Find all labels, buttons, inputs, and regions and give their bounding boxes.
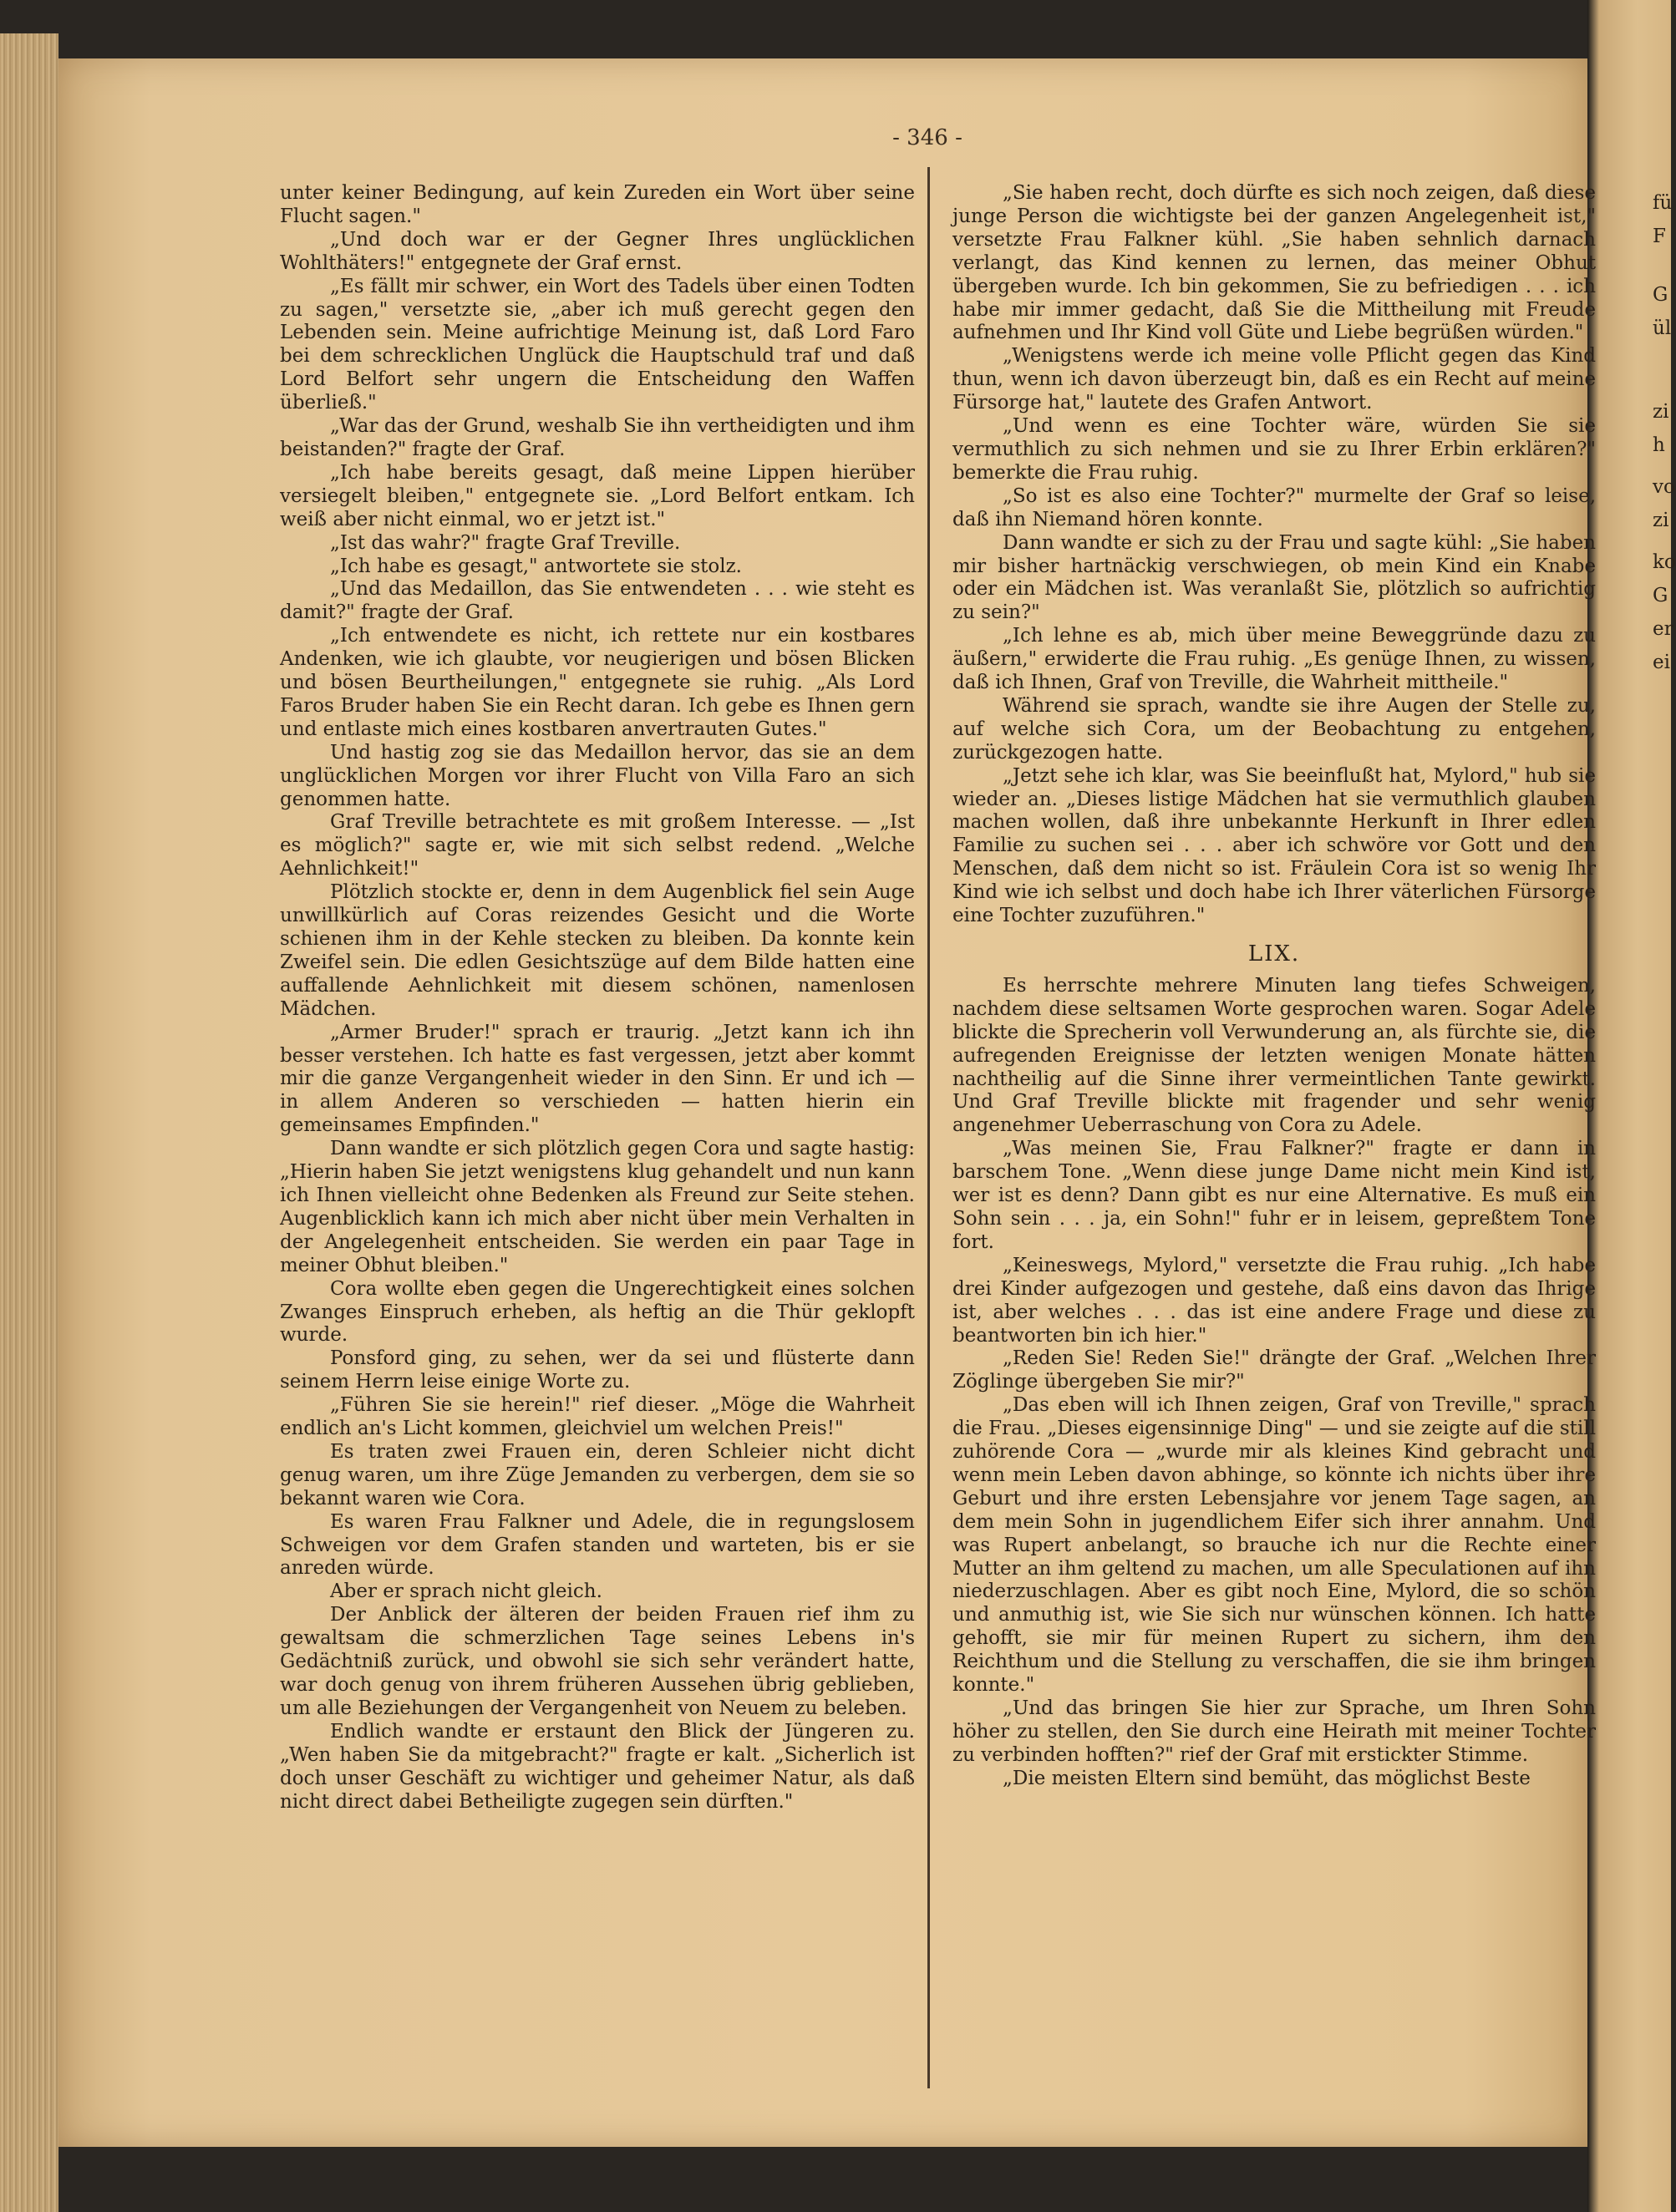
paragraph: „Ich entwendete es nicht, ich rettete nur ein kostbares Andenken, wie ich glaubte, vor neugierigen und bösen Blicken und bösen Beurtheilungen," entgegnete sie ruhig. „Als Lord Faros Bruder haben Sie ein Recht daran. Ich gebe es Ihnen gern und entlaste mich eines kostbaren anvertrauten Gutes." (280, 625, 915, 740)
paragraph: „Wenigstens werde ich meine volle Pflicht gegen das Kind thun, wenn ich davon überzeugt bin, daß es ein Recht auf meine Fürsorge hat," lautete des Grafen Antwort. (952, 345, 1596, 414)
paragraph: Der Anblick der älteren der beiden Frauen rief ihm zu gewaltsam die schmerzlichen Tage seines Lebens in's Gedächtniß zurück, und obwohl sie sich sehr verändert hatte, war doch genug von ihrem früheren Aussehen übrig geblieben, um alle Beziehungen der Vergangenheit von Neuem zu beleben. (280, 1604, 915, 1719)
paragraph: Während sie sprach, wandte sie ihre Augen der Stelle zu, auf welche sich Cora, um der Beobachtung zu entgehen, zurückgezogen hatte. (952, 694, 1596, 764)
paragraph: „Und das Medaillon, das Sie entwendeten . . . wie steht es damit?" fragte der Graf. (280, 578, 915, 624)
right-column (952, 182, 1596, 2154)
paragraph: Es herrschte mehrere Minuten lang tiefes Schweigen, nachdem diese seltsamen Worte gesprochen waren. Sogar Adele blickte die Sprecherin voll Verwunderung an, als fürchte sie, die aufregenden Ereignisse der letzten wenigen Monate hätten nachtheilig auf die Sinne ihrer vermeintlichen Tante gewirkt. Und Graf Treville blickte mit fragender und sehr wenig angenehmer Ueberraschung von Cora zu Adele. (952, 974, 1596, 1137)
facing-page-fragment: G (1653, 284, 1668, 306)
facing-page-fragment: zi (1653, 401, 1669, 423)
facing-page-fragment: ko (1653, 551, 1676, 573)
facing-page-fragment: F (1653, 226, 1666, 247)
paragraph: unter keiner Bedingung, auf kein Zureden ein Wort über seine Flucht sagen." (280, 182, 915, 227)
paragraph: „So ist es also eine Tochter?" murmelte der Graf so leise, daß ihn Niemand hören konnte. (952, 485, 1596, 530)
paragraph: Aber er sprach nicht gleich. (330, 1580, 602, 1603)
paragraph: Dann wandte er sich plötzlich gegen Cora und sagte hastig: „Hierin haben Sie jetzt wenigstens klug gehandelt und nun kann ich Ihnen vielleicht ohne Bedenken als Freund zur Seite stehen. Augenblicklich kann ich mich aber nicht über mein Verhalten in der Angelegenheit entscheiden. Sie werden ein paar Tage in meiner Obhut bleiben." (280, 1138, 915, 1276)
book-page-edges (0, 33, 58, 2212)
paragraph: „Führen Sie sie herein!" rief dieser. „Möge die Wahrheit endlich an's Licht kommen, gleichviel um welchen Preis!" (280, 1394, 915, 1440)
paragraph: „Das eben will ich Ihnen zeigen, Graf von Treville," sprach die Frau. „Dieses eigensinnige Ding" — und sie zeigte auf die still zuhörende Cora — „wurde mir als kleines Kind gebracht und wenn mein Leben davon abhinge, so könnte ich nichts über ihre Geburt und ihre ersten Lebensjahre vor jenem Tage sagen, an dem mein Sohn in jugendlichem Eifer sich ihrer annahm. Und was Rupert anbelangt, so brauche ich nur die Rechte einer Mutter an ihm geltend zu machen, um alle Speculationen auf ihn niederzuschlagen. Aber es gibt noch Eine, Mylord, die so schön und anmuthig ist, wie Sie sich nur wünschen können. Ich hatte gehofft, sie mir für meinen Rupert zu sichern, ihm den Reichthum und die Stellung zu verschaffen, die sie ihm bringen konnte." (952, 1394, 1596, 1697)
paragraph: „Was meinen Sie, Frau Falkner?" fragte er dann in barschem Tone. „Wenn diese junge Dame nicht mein Kind ist, wer ist es denn? Dann gibt es nur eine Alternative. Es muß ein Sohn sein . . . ja, ein Sohn!" fuhr er in leisem, gepreßtem Tone fort. (952, 1138, 1596, 1253)
paragraph: „Und das bringen Sie hier zur Sprache, um Ihren Sohn höher zu stellen, den Sie durch eine Heirath mit meiner Tochter zu verbinden hofften?" rief der Graf mit erstickter Stimme. (952, 1697, 1596, 1766)
facing-page-fragment: ei (1653, 652, 1670, 673)
paragraph: „Die meisten Eltern sind bemüht, das möglichst Beste (1003, 1767, 1531, 1789)
paragraph: „Ich habe es gesagt," antwortete sie stolz. (330, 555, 742, 577)
paragraph: „Reden Sie! Reden Sie!" drängte der Graf. „Welchen Ihrer Zöglinge übergeben Sie mir?" (952, 1347, 1596, 1393)
paragraph: „Ich lehne es ab, mich über meine Beweggründe dazu zu äußern," erwiderte die Frau ruhig. „Es genüge Ihnen, zu wissen, daß ich Ihnen, Graf von Treville, die Wahrheit mittheile." (952, 625, 1596, 694)
paragraph: „Keineswegs, Mylord," versetzte die Frau ruhig. „Ich habe drei Kinder aufgezogen und gestehe, daß eins davon das Ihrige ist, aber welches . . . das ist eine andere Frage und diese zu beantworten bin ich hier." (952, 1254, 1596, 1347)
paragraph: „Sie haben recht, doch dürfte es sich noch zeigen, daß diese junge Person die wichtigste bei der ganzen Angelegenheit ist," versetzte Frau Falkner kühl. „Sie haben sehnlich darnach verlangt, das Kind kennen zu lernen, das meiner Obhut übergeben wurde. Ich bin gekommen, Sie zu befriedigen . . . ich habe mir immer gedacht, daß Sie die Mittheilung mit Freude aufnehmen und Ihr Kind voll Güte und Liebe begrüßen würden." (952, 182, 1596, 344)
paragraph: Cora wollte eben gegen die Ungerechtigkeit eines solchen Zwanges Einspruch erheben, als heftig an die Thür geklopft wurde. (280, 1277, 915, 1347)
paragraph: Es waren Frau Falkner und Adele, die in regungslosem Schweigen vor dem Grafen standen und warteten, bis er sie anreden würde. (280, 1510, 915, 1580)
paragraph: Endlich wandte er erstaunt den Blick der Jüngeren zu. „Wen haben Sie da mitgebracht?" fragte er kalt. „Sicherlich ist doch unser Geschäft zu wichtiger und geheimer Natur, als daß nicht direct dabei Betheiligte zugegen sein dürften." (280, 1720, 915, 1813)
paragraph: „Ich habe bereits gesagt, daß meine Lippen hierüber versiegelt bleiben," entgegnete sie. „Lord Belfort entkam. Ich weiß aber nicht einmal, wo er jetzt ist." (280, 461, 915, 530)
paragraph: Ponsford ging, zu sehen, wer da sei und flüsterte dann seinem Herrn leise einige Worte zu. (280, 1347, 915, 1393)
column-divider (927, 167, 930, 2088)
paragraph: Dann wandte er sich zu der Frau und sagte kühl: „Sie haben mir bisher hartnäckig verschwiegen, ob mein Kind ein Knabe oder ein Mädchen ist. Was veranlaßt Sie, plötzlich so aufrichtig zu sein?" (952, 531, 1596, 624)
left-column (280, 182, 915, 2154)
facing-page-fragment: er (1653, 618, 1673, 640)
page-number: - 346 - (892, 125, 962, 150)
facing-page-fragment: vo (1653, 476, 1675, 498)
facing-page-fragment: G (1653, 585, 1668, 606)
paragraph: „Armer Bruder!" sprach er traurig. „Jetzt kann ich ihn besser verstehen. Ich hatte es fast vergessen, jetzt aber kommt mir die ganze Vergangenheit wieder in den Sinn. Er und ich — in allem Anderen so verschieden — hatten hierin ein gemeinsames Empfinden." (280, 1021, 915, 1137)
paragraph: Graf Treville betrachtete es mit großem Interesse. — „Ist es möglich?" sagte er, wie mit sich selbst redend. „Welche Aehnlichkeit!" (280, 811, 915, 880)
paragraph: „Und doch war er der Gegner Ihres unglücklichen Wohlthäters!" entgegnete der Graf ernst. (280, 228, 915, 274)
paragraph: „War das der Grund, weshalb Sie ihn vertheidigten und ihm beistanden?" fragte der Graf. (280, 415, 915, 460)
paragraph: „Es fällt mir schwer, ein Wort des Tadels über einen Todten zu sagen," versetzte sie, „aber ich muß gerecht gegen den Lebenden sein. Meine aufrichtige Meinung ist, daß Lord Faro bei dem schrecklichen Unglück die Hauptschuld traf und daß Lord Belfort sehr ungern die Entscheidung den Waffen überließ." (280, 275, 915, 414)
paragraph: Und hastig zog sie das Medaillon hervor, das sie an dem unglücklichen Morgen vor ihrer Flucht von Villa Faro an sich genommen hatte. (280, 741, 915, 810)
facing-page-fragment: zi (1653, 510, 1669, 531)
paragraph: „Und wenn es eine Tochter wäre, würden Sie sie vermuthlich zu sich nehmen und sie zu Ihrer Erbin erklären?" bemerkte die Frau ruhig. (952, 415, 1596, 484)
paragraph: „Ist das wahr?" fragte Graf Treville. (330, 531, 681, 554)
paragraph: Es traten zwei Frauen ein, deren Schleier nicht dicht genug waren, um ihre Züge Jemanden zu verbergen, dem sie so bekannt waren wie Cora. (280, 1440, 915, 1509)
facing-page-fragment: h (1653, 434, 1665, 456)
chapter-heading: LIX. (1247, 941, 1301, 966)
paragraph: „Jetzt sehe ich klar, was Sie beeinflußt hat, Mylord," hub sie wieder an. „Dieses listige Mädchen hat sie vermuthlich glauben machen wollen, daß ihre unbekannte Herkunft in Ihrer edlen Familie zu suchen sei . . . aber ich schwöre vor Gott und den Menschen, daß dem nicht so ist. Fräulein Cora ist so wenig Ihr Kind wie ich selbst und doch habe ich Ihrer väterlichen Fürsorge eine Tochter zuzuführen." (952, 764, 1596, 927)
paragraph: Plötzlich stockte er, denn in dem Augenblick fiel sein Auge unwillkürlich auf Coras reizendes Gesicht und die Worte schienen ihm in der Kehle stecken zu bleiben. Da konnte kein Zweifel sein. Die edlen Gesichtszüge auf dem Bilde hatten eine auffallende Aehnlichkeit mit diesem schönen, namenlosen Mädchen. (280, 881, 915, 1020)
facing-page-fragment: fü (1653, 192, 1673, 214)
facing-page-fragment: ül (1653, 317, 1672, 339)
